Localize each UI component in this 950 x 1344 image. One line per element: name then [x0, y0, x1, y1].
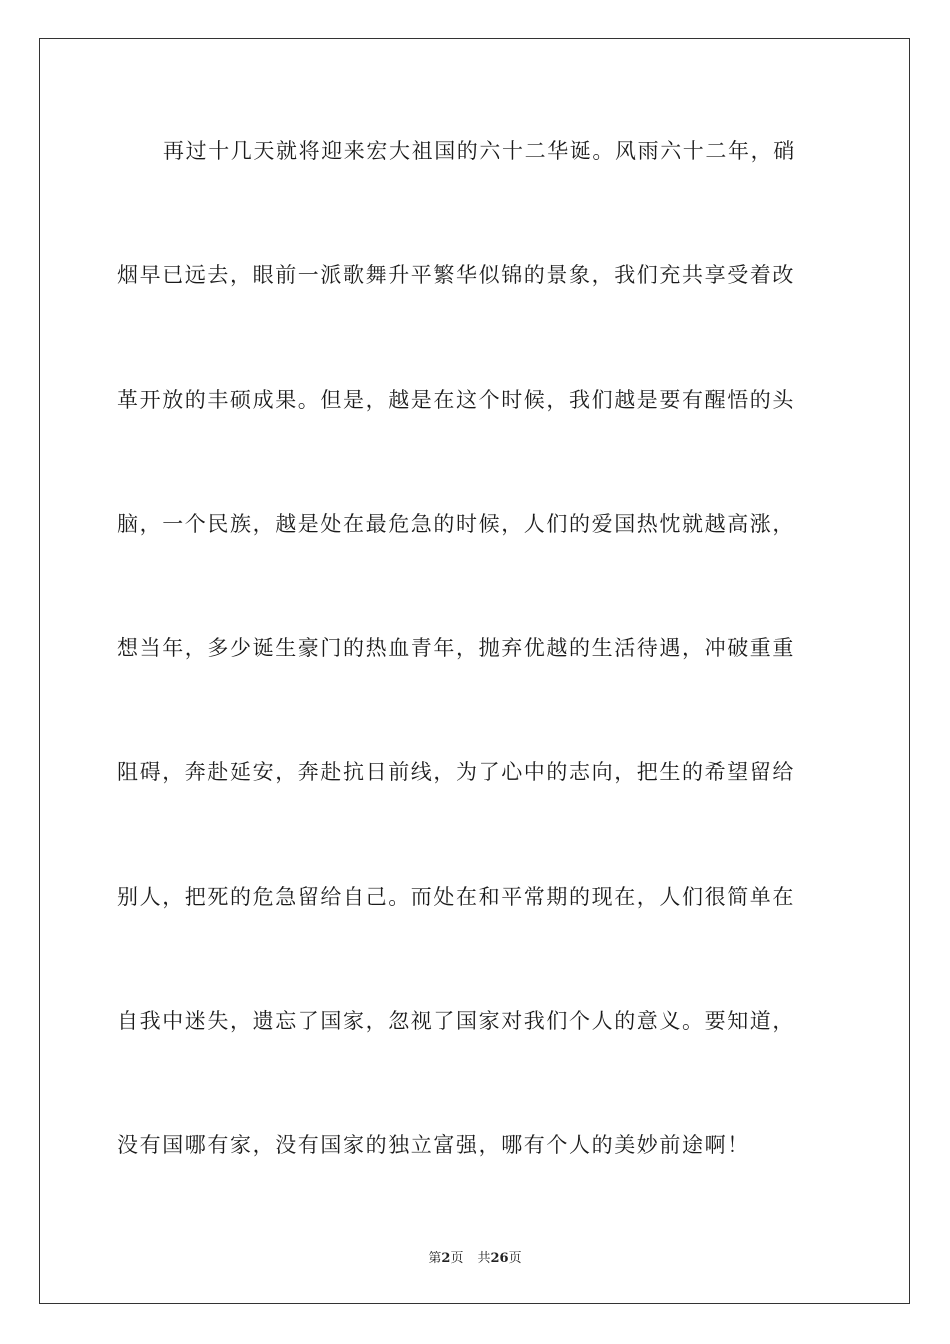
- page-footer: [0, 1247, 950, 1266]
- text-line: 脑，一个民族，越是处在最危急的时候，人们的爱国热忱就越高涨，: [117, 511, 795, 536]
- text-line: 没有国哪有家，没有国家的独立富强，哪有个人的美妙前途啊！: [117, 1133, 750, 1158]
- document-body: [117, 120, 833, 1239]
- page-suffix: 页: [450, 1251, 464, 1266]
- text-line: 想当年，多少诞生豪门的热血青年，抛弃优越的生活待遇，冲破重重: [117, 636, 795, 661]
- total-pages: 26: [490, 1251, 509, 1266]
- text-line: 阻碍，奔赴延安，奔赴抗日前线，为了心中的志向，把生的希望留给: [117, 760, 795, 785]
- text-line: 自我中迷失，遗忘了国家，忽视了国家对我们个人的意义。要知道，: [117, 1009, 795, 1034]
- text-line: 再过十几天就将迎来宏大祖国的六十二华诞。风雨六十二年，硝: [163, 139, 796, 163]
- page-prefix: 第: [428, 1251, 442, 1266]
- page-number: 2: [441, 1251, 451, 1266]
- total-suffix: 页: [508, 1251, 522, 1266]
- text-line: 别人，把死的危急留给自己。而处在和平常期的现在，人们很简单在: [117, 884, 795, 909]
- text-line: 革开放的丰硕成果。但是，越是在这个时候，我们越是要有醒悟的头: [117, 387, 795, 412]
- text-line: 烟早已远去，眼前一派歌舞升平繁华似锦的景象，我们充共享受着改: [117, 263, 795, 288]
- total-prefix: 共: [477, 1251, 491, 1266]
